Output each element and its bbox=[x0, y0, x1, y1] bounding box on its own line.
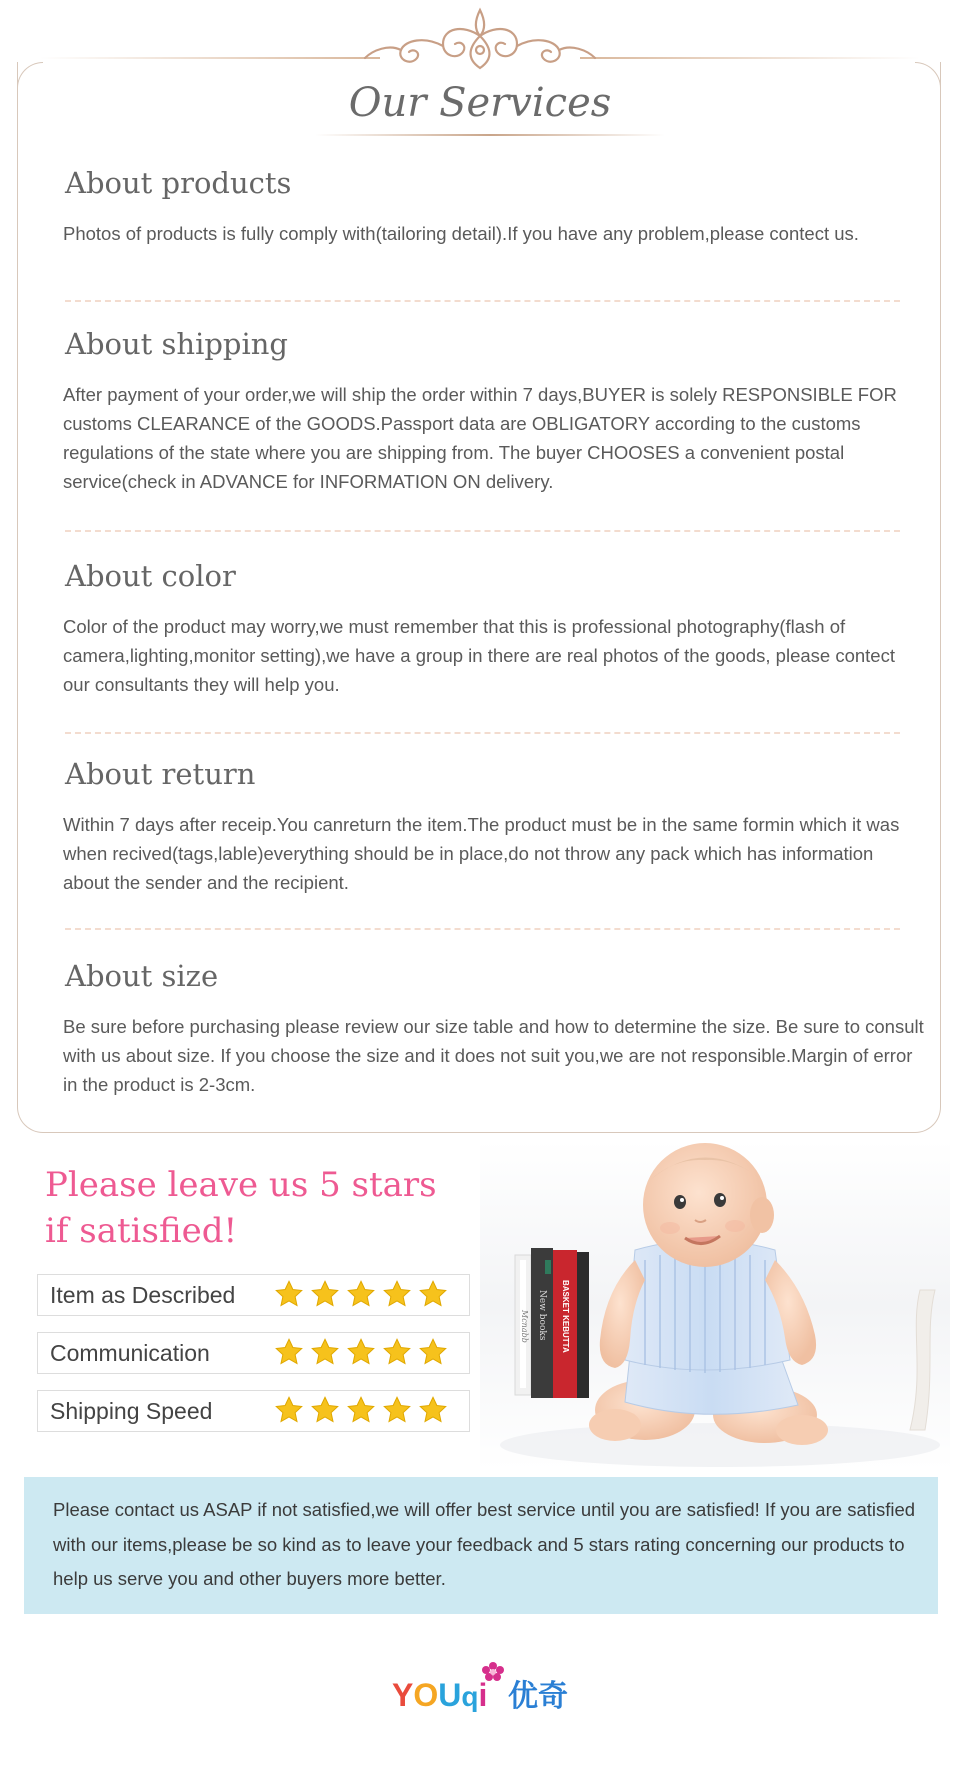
star-icon bbox=[274, 1395, 304, 1425]
baby-photo bbox=[480, 1140, 950, 1470]
section-text-products: Photos of products is fully comply with(tailoring detail).If you have any problem,please contect us. bbox=[63, 223, 859, 244]
star-icon bbox=[310, 1395, 340, 1425]
rating-label: Shipping Speed bbox=[50, 1398, 213, 1424]
section-divider bbox=[65, 300, 900, 302]
logo-cjk-text: 优奇 bbox=[508, 1679, 568, 1714]
section-text-size: Be sure before purchasing please review our size table and how to determine the size. Be sure to consult with us about size. If you choose the size and it does not suit you,we are not responsible.Margin of error in the product is 2-3cm. bbox=[63, 1016, 924, 1095]
star-icon bbox=[346, 1395, 376, 1425]
star-icon bbox=[310, 1337, 340, 1367]
headline-line-1: Please leave us 5 stars bbox=[45, 1165, 437, 1205]
star-icon bbox=[274, 1279, 304, 1309]
book-spine-text-3: Mcnabb bbox=[520, 1310, 529, 1343]
section-text-return: Within 7 days after receip.You canreturn the item.The product must be in the same formin which it was when recived(tags,lable)everything should be in place,do not throw any pack which has information about the sender and the recipient. bbox=[63, 814, 900, 893]
star-icon bbox=[382, 1395, 412, 1425]
star-rating bbox=[274, 1279, 448, 1309]
rating-row bbox=[37, 1332, 470, 1374]
section-divider bbox=[65, 530, 900, 532]
section-title-products: About products bbox=[65, 166, 292, 200]
star-icon bbox=[418, 1337, 448, 1367]
section-text-color: Color of the product may worry,we must remember that this is professional photography(flash of camera,lighting,monitor setting),we have a group in there are real photos of the goods, please contect our consultants they will help you. bbox=[63, 616, 895, 695]
section-title-return: About return bbox=[65, 757, 256, 791]
services-title: Our Services bbox=[348, 80, 612, 126]
svg-text:YOUqi: YOUqi bbox=[392, 1677, 488, 1713]
five-stars-headline bbox=[45, 1162, 437, 1254]
star-icon bbox=[418, 1395, 448, 1425]
rating-row bbox=[37, 1274, 470, 1316]
star-rating bbox=[274, 1337, 448, 1367]
title-underline bbox=[315, 134, 665, 136]
star-icon bbox=[346, 1279, 376, 1309]
section-divider bbox=[65, 928, 900, 930]
star-icon bbox=[346, 1337, 376, 1367]
header-line-right bbox=[580, 57, 920, 59]
rating-label: Communication bbox=[50, 1340, 210, 1366]
star-icon bbox=[382, 1279, 412, 1309]
star-icon bbox=[274, 1337, 304, 1367]
header-line-left bbox=[40, 57, 380, 59]
section-text-shipping: After payment of your order,we will ship the order within 7 days,BUYER is solely RESPONSIBLE FOR customs CLEARANCE of the GOODS.Passport data are OBLIGATORY according to the customs regulations of the state where you are shipping from. The buyer CHOOSES a convenient postal service(check in ADVANCE for INFORMATION ON delivery. bbox=[63, 384, 897, 492]
section-title-color: About color bbox=[65, 559, 236, 593]
rating-row bbox=[37, 1390, 470, 1432]
section-title-size: About size bbox=[65, 959, 219, 993]
star-icon bbox=[382, 1337, 412, 1367]
star-rating bbox=[274, 1395, 448, 1425]
rating-label: Item as Described bbox=[50, 1282, 236, 1308]
contact-text: Please contact us ASAP if not satisfied,we will offer best service until you are satisfied! If you are satisfied with our items,please be so kind as to leave your feedback and 5 stars rating concerning our products to help us serve you and other buyers more better. bbox=[53, 1499, 916, 1589]
contact-notice bbox=[24, 1477, 938, 1614]
section-title-shipping: About shipping bbox=[65, 327, 288, 361]
star-icon bbox=[310, 1279, 340, 1309]
books bbox=[515, 1248, 589, 1398]
star-icon bbox=[418, 1279, 448, 1309]
youqi-logo bbox=[390, 1658, 575, 1718]
book-spine-text-2: BASKET KEBUTTA bbox=[561, 1280, 570, 1353]
headline-line-2: if satisfied! bbox=[45, 1211, 238, 1251]
section-divider bbox=[65, 732, 900, 734]
book-spine-text-1: New books bbox=[537, 1290, 547, 1341]
